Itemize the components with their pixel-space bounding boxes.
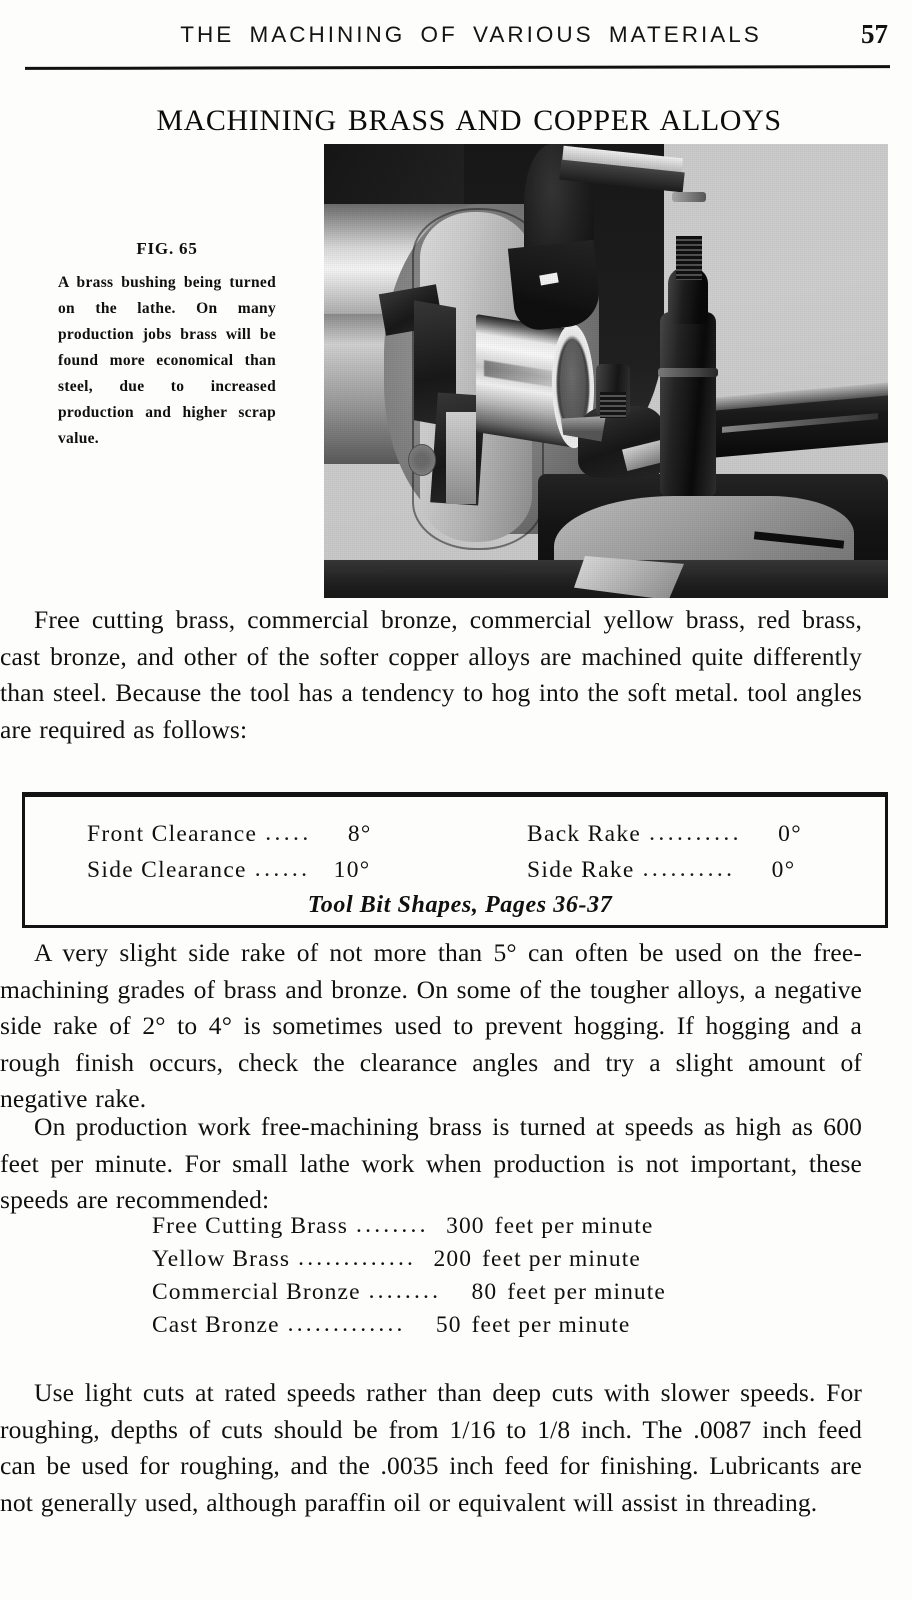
leader-dots: ........ bbox=[356, 1212, 429, 1238]
speed-row bbox=[152, 1309, 772, 1342]
paragraph-production-speeds: On production work free-machining brass is turned at speeds as high as 600 feet per minute. For small lathe work when production is not important, these speeds are recommended: bbox=[0, 1112, 862, 1214]
speed-row bbox=[152, 1243, 772, 1276]
paragraph-side-rake: A very slight side rake of not more than 5° can often be used on the free-machining grades of brass and bronze. On some of the tougher alloys, a negative side rake of 2° to 4° is sometimes used to prevent hogging. If hogging and a rough finish occurs, check the clearance angles and try a slight amount of negative rake. bbox=[0, 938, 862, 1113]
tool-angle-value: 0° bbox=[778, 821, 802, 847]
tool-angle-label: Side Rake bbox=[527, 857, 635, 883]
leader-dots: .......... bbox=[649, 820, 742, 846]
figure-caption bbox=[58, 236, 276, 452]
header-rule bbox=[25, 65, 890, 70]
photo-halftone-grain bbox=[324, 144, 888, 598]
tool-angle-row bbox=[455, 853, 885, 887]
tool-angle-value: 8° bbox=[347, 821, 372, 847]
speed-unit: feet per minute bbox=[482, 1246, 641, 1272]
running-head bbox=[0, 19, 912, 56]
tool-angle-row bbox=[25, 853, 455, 887]
speed-material: Cast Bronze bbox=[152, 1312, 280, 1338]
speed-unit: feet per minute bbox=[507, 1279, 666, 1305]
tool-angle-label: Back Rake bbox=[527, 821, 642, 847]
paragraph-cuts-and-feeds: Use light cuts at rated speeds rather than deep cuts with slower speeds. For roughing, depths of cuts should be from 1/16 to 1/8 inch. The .0087 inch feed can be used for roughing, and the .0035 inch feed for finishing. Lubricants are not generally used, although paraffin oil or equivalent will assist in threading. bbox=[0, 1378, 862, 1517]
leader-dots: ............. bbox=[298, 1245, 417, 1271]
speed-material: Free Cutting Brass bbox=[152, 1213, 349, 1239]
leader-dots: ........ bbox=[368, 1278, 442, 1304]
speed-unit: feet per minute bbox=[494, 1213, 654, 1239]
leader-dots: ...... bbox=[254, 856, 311, 882]
tool-angle-label: Front Clearance bbox=[87, 821, 258, 847]
speed-row bbox=[152, 1210, 772, 1243]
speed-table bbox=[152, 1210, 772, 1342]
speed-unit: feet per minute bbox=[471, 1312, 631, 1338]
leader-dots: ............. bbox=[287, 1311, 406, 1337]
speed-value: 300 bbox=[446, 1213, 485, 1239]
figure-caption-text: A brass bushing being turned on the lathe. On many production jobs brass will be found more economical than steel, due to increased production and higher scrap value. bbox=[58, 274, 276, 447]
tool-angle-row bbox=[455, 817, 885, 851]
paragraph-intro: Free cutting brass, commercial bronze, commercial yellow brass, red brass, cast bronze, and other of the softer copper alloys are machined quite differently than steel. Because the tool has a tendency to hog into the soft metal. tool angles are required as follows: bbox=[0, 605, 862, 744]
tool-bit-shapes-reference: Tool Bit Shapes, Pages 36-37 bbox=[307, 892, 613, 918]
figure-number: FIG. 65 bbox=[136, 239, 198, 258]
page-number: 57 bbox=[861, 19, 888, 49]
speed-material: Commercial Bronze bbox=[152, 1279, 361, 1305]
tool-angle-value: 0° bbox=[771, 857, 796, 883]
tool-angle-box bbox=[22, 792, 888, 928]
leader-dots: .......... bbox=[642, 856, 736, 882]
tool-angle-label: Side Clearance bbox=[87, 857, 247, 883]
leader-dots: ..... bbox=[265, 820, 312, 846]
tool-angle-value: 10° bbox=[333, 857, 371, 883]
tool-angle-grid bbox=[25, 817, 885, 887]
tool-angle-row bbox=[25, 817, 455, 851]
speed-value: 80 bbox=[471, 1279, 498, 1305]
speed-row bbox=[152, 1276, 772, 1309]
page-title: MACHINING BRASS AND COPPER ALLOYS bbox=[156, 104, 782, 137]
figure-photograph bbox=[324, 144, 888, 598]
speed-value: 200 bbox=[433, 1246, 473, 1272]
speed-material: Yellow Brass bbox=[152, 1246, 291, 1272]
speed-value: 50 bbox=[435, 1312, 462, 1338]
running-head-title: THE MACHINING OF VARIOUS MATERIALS bbox=[180, 22, 762, 47]
